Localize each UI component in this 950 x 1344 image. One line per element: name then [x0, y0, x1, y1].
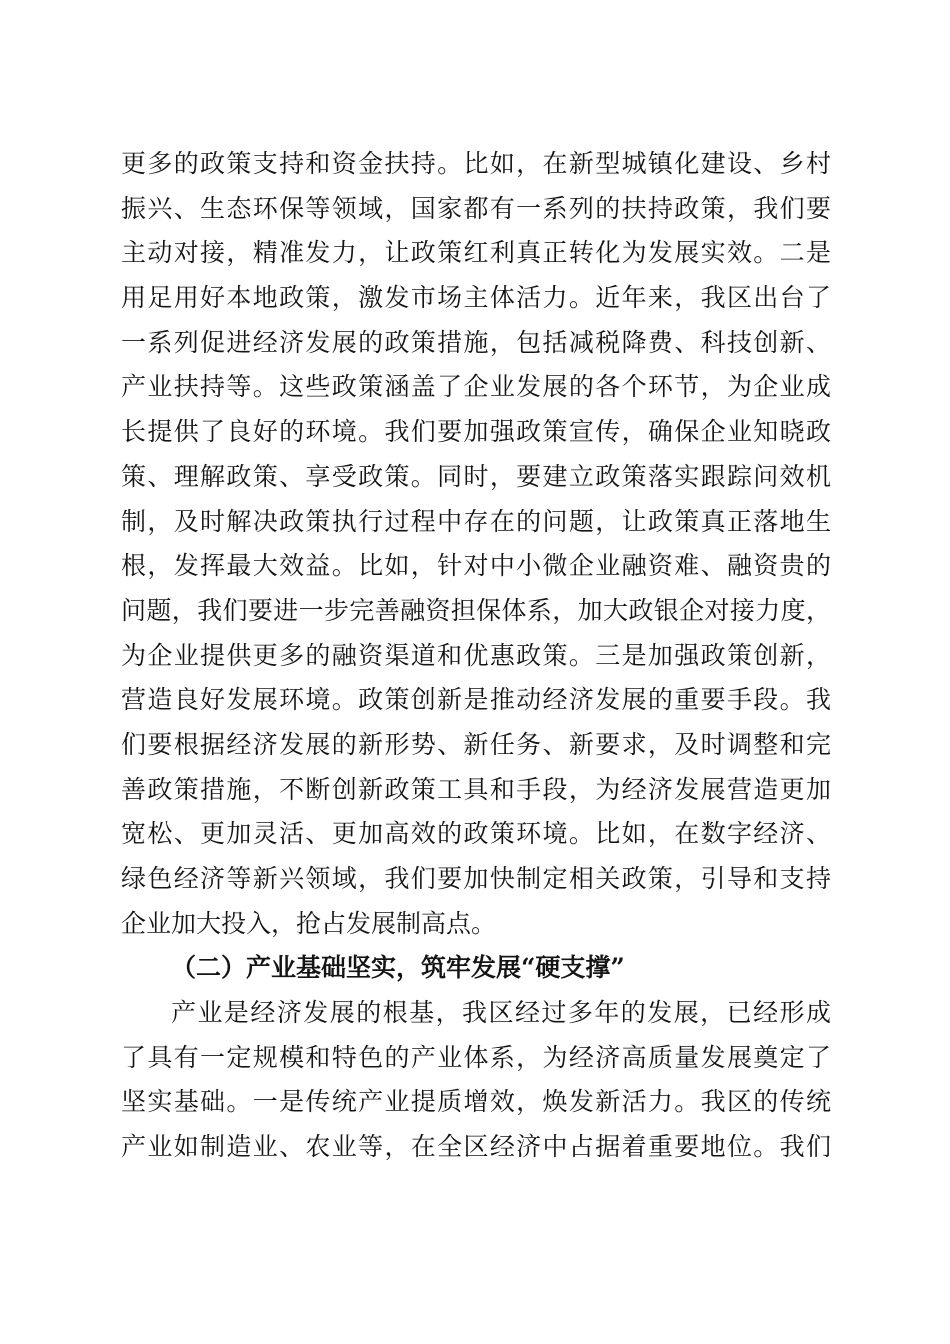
paragraph-line: 产业是经济发展的根基，我区经过多年的发展，已经形成 — [171, 998, 831, 1028]
paragraph-line: 用足用好本地政策，激发市场主体活力。近年来，我区出台了 — [121, 283, 831, 313]
paragraph-line: 振兴、生态环保等领域，国家都有一系列的扶持政策，我们要 — [121, 193, 831, 223]
section-heading: （二）产业基础坚实，筑牢发展“硬支撑” — [171, 953, 625, 983]
paragraph-line: 坚实基础。一是传统产业提质增效，焕发新活力。我区的传统 — [121, 1087, 831, 1117]
paragraph-line: 了具有一定规模和特色的产业体系，为经济高质量发展奠定了 — [121, 1042, 831, 1072]
paragraph-line: 产业扶持等。这些政策涵盖了企业发展的各个环节，为企业成 — [121, 372, 831, 402]
paragraph-line: 长提供了良好的环境。我们要加强政策宣传，确保企业知晓政 — [121, 417, 831, 447]
paragraph-line: 策、理解政策、享受政策。同时，要建立政策落实跟踪问效机 — [121, 461, 831, 491]
paragraph-line: 为企业提供更多的融资渠道和优惠政策。三是加强政策创新， — [121, 640, 831, 670]
paragraph-line: 更多的政策支持和资金扶持。比如，在新型城镇化建设、乡村 — [121, 149, 831, 178]
paragraph-line: 制，及时解决政策执行过程中存在的问题，让政策真正落地生 — [121, 506, 831, 536]
body-text — [121, 142, 831, 1170]
paragraph-line: 善政策措施，不断创新政策工具和手段，为经济发展营造更加 — [121, 774, 831, 804]
paragraph-line: 营造良好发展环境。政策创新是推动经济发展的重要手段。我 — [121, 685, 831, 715]
paragraph-line: 产业如制造业、农业等，在全区经济中占据着重要地位。我们 — [121, 1132, 831, 1162]
paragraph-line: 绿色经济等新兴领域，我们要加快制定相关政策，引导和支持 — [121, 864, 831, 893]
paragraph-line: 企业加大投入，抢占发展制高点。 — [121, 908, 497, 938]
paragraph-line: 主动对接，精准发力，让政策红利真正转化为发展实效。二是 — [121, 238, 831, 268]
paragraph-line: 宽松、更加灵活、更加高效的政策环境。比如，在数字经济、 — [121, 819, 831, 849]
paragraph-line: 根，发挥最大效益。比如，针对中小微企业融资难、融资贵的 — [121, 551, 831, 581]
paragraph-line: 问题，我们要进一步完善融资担保体系，加大政银企对接力度， — [121, 595, 831, 625]
paragraph-line: 一系列促进经济发展的政策措施，包括减税降费、科技创新、 — [121, 327, 831, 357]
paragraph-line: 们要根据经济发展的新形势、新任务、新要求，及时调整和完 — [121, 729, 831, 759]
